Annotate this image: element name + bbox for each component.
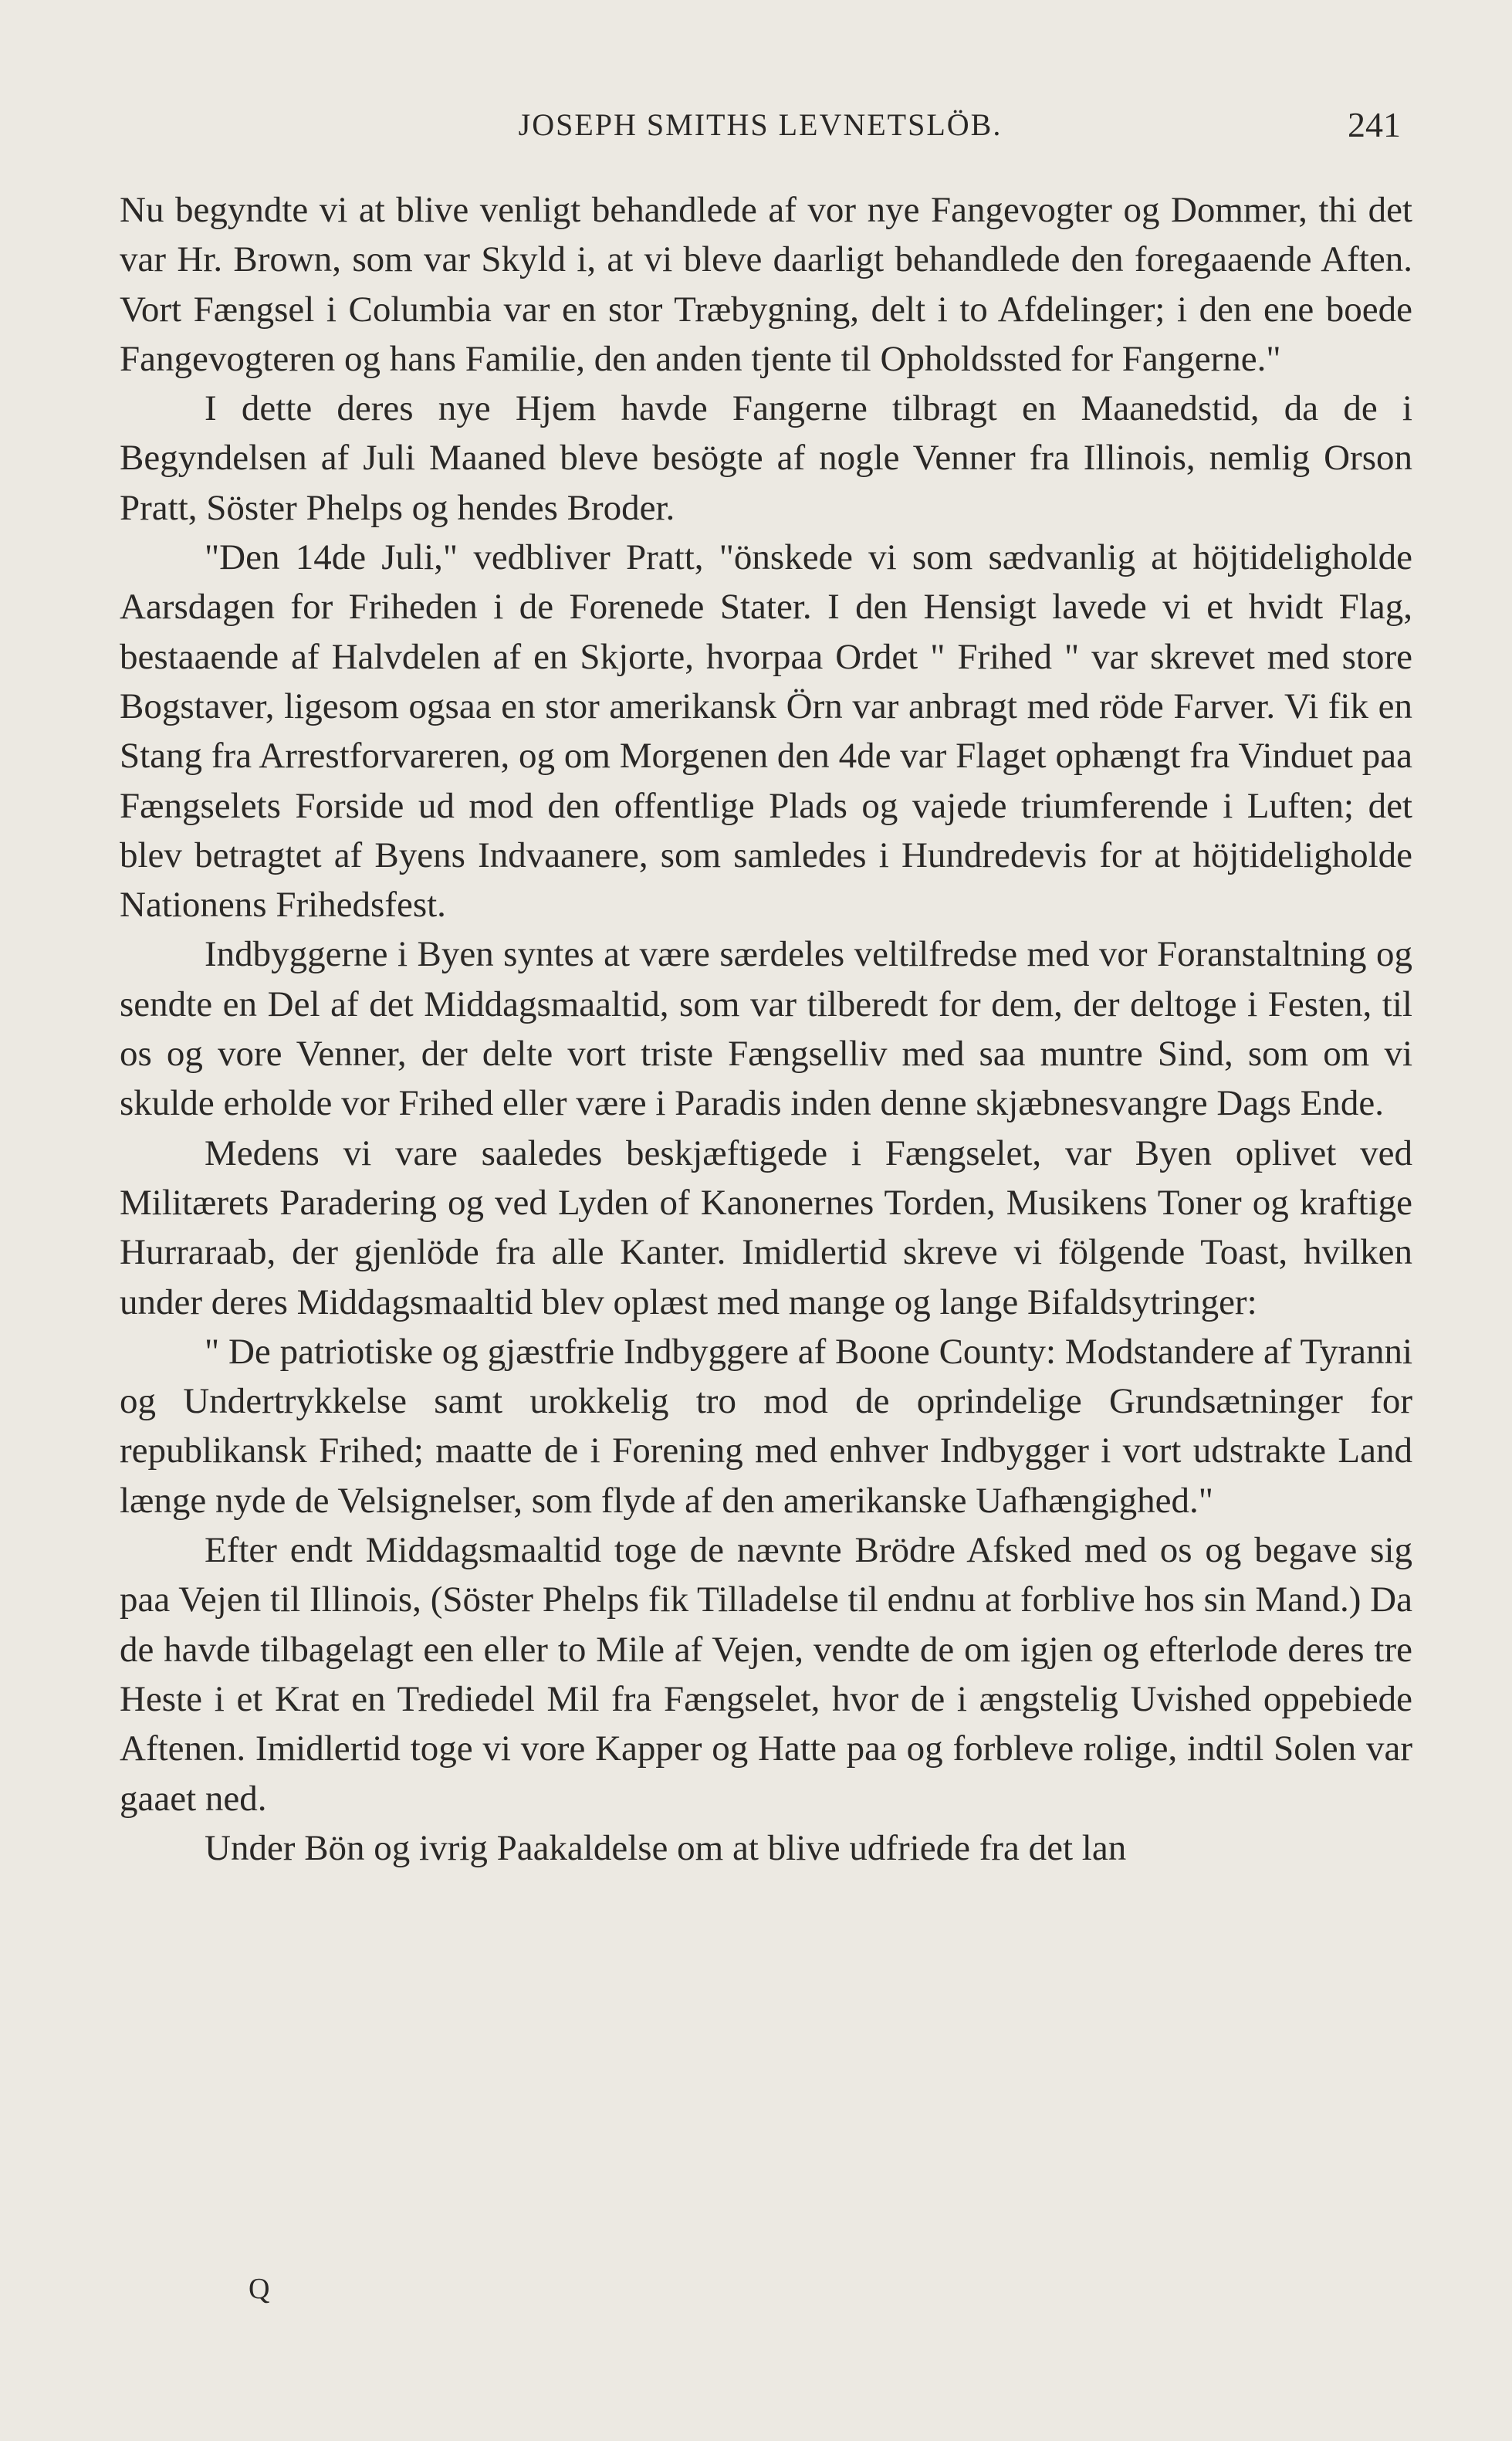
body-text <box>120 185 1412 1873</box>
page-header <box>120 102 1401 156</box>
paragraph-3: "Den 14de Juli," vedbliver Pratt, "önskede vi som sædvanlig at höjtideligholde Aarsdagen for Friheden i de Forenede Stater. I den Hensigt lavede vi et hvidt Flag, bestaaende af Halvdelen af en Skjorte, hvorpaa Ordet " Frihed " var skrevet med store Bogstaver, ligesom ogsaa en stor amerikansk Örn var anbragt med röde Farver. Vi fik en Stang fra Arrestforvareren, og om Morgenen den 4de var Flaget ophængt fra Vinduet paa Fængselets Forside ud mod den offentlige Plads og vajede triumferende i Luften; det blev betragtet af Byens Indvaanere, som samledes i Hundredevis for at höjtideligholde Nationens Frihedsfest. <box>120 537 1412 926</box>
paragraph-7: Efter endt Middagsmaaltid toge de nævnte Brödre Afsked med os og begave sig paa Vejen til Illinois, (Söster Phelps fik Tilladelse til endnu at forblive hos sin Mand.) Da de havde tilbagelagt een eller to Mile af Vejen, vendte de om igjen og efterlode deres tre Heste i et Krat en Trediedel Mil fra Fængselet, hvor de i ængstelig Uvished oppebiede Aftenen. Imidlertid toge vi vore Kapper og Hatte paa og forbleve rolige, indtil Solen var gaaet ned. <box>120 1530 1412 1819</box>
paragraph-2: I dette deres nye Hjem havde Fangerne tilbragt en Maanedstid, da de i Begyndelsen af Juli Maaned bleve besögte af nogle Venner fra Illinois, nemlig Orson Pratt, Söster Phelps og hendes Broder. <box>120 388 1412 528</box>
paragraph-8: Under Bön og ivrig Paakaldelse om at blive udfriede fra det lan <box>205 1827 1127 1868</box>
paragraph-6: " De patriotiske og gjæstfrie Indbyggere af Boone County: Modstandere af Tyranni og Undertrykkelse samt urokkelig tro mod de oprindelige Grundsætninger for republikansk Frihed; maatte de i Forening med enhver Indbygger i vort udstrakte Land længe nyde de Velsignelser, som flyde af den amerikanske Uafhængighed." <box>120 1331 1412 1521</box>
paragraph-4: Indbyggerne i Byen syntes at være særdeles veltilfredse med vor Foranstaltning og sendte en Del af det Middagsmaaltid, som var tilberedt for dem, der deltoge i Festen, til os og vore Venner, der delte vort triste Fængselliv med saa muntre Sind, som om vi skulde erholde vor Frihed eller være i Paradis inden denne skjæbnesvangre Dags Ende. <box>120 934 1412 1124</box>
running-title: JOSEPH SMITHS LEVNETSLÖB. <box>518 107 1003 142</box>
paragraph-5: Medens vi vare saaledes beskjæftigede i Fængselet, var Byen oplivet ved Militærets Paradering og ved Lyden of Kanonernes Torden, Musikens Toner og kraftige Hurraraab, der gjenlöde fra alle Kanter. Imidlertid skreve vi fölgende Toast, hvilken under deres Middagsmaaltid blev oplæst med mange og lange Bifaldsytringer: <box>120 1132 1412 1322</box>
page-number: 241 <box>1348 105 1401 144</box>
signature-mark: Q <box>249 2273 270 2305</box>
paragraph-1: Nu begyndte vi at blive venligt behandlede af vor nye Fangevogter og Dommer, thi det var Hr. Brown, som var Skyld i, at vi bleve daarligt behandlede den foregaaende Aften. Vort Fængsel i Columbia var en stor Træbygning, delt i to Afdelinger; i den ene boede Fangevogteren og hans Familie, den anden tjente til Opholdssted for Fangerne." <box>120 190 1412 379</box>
